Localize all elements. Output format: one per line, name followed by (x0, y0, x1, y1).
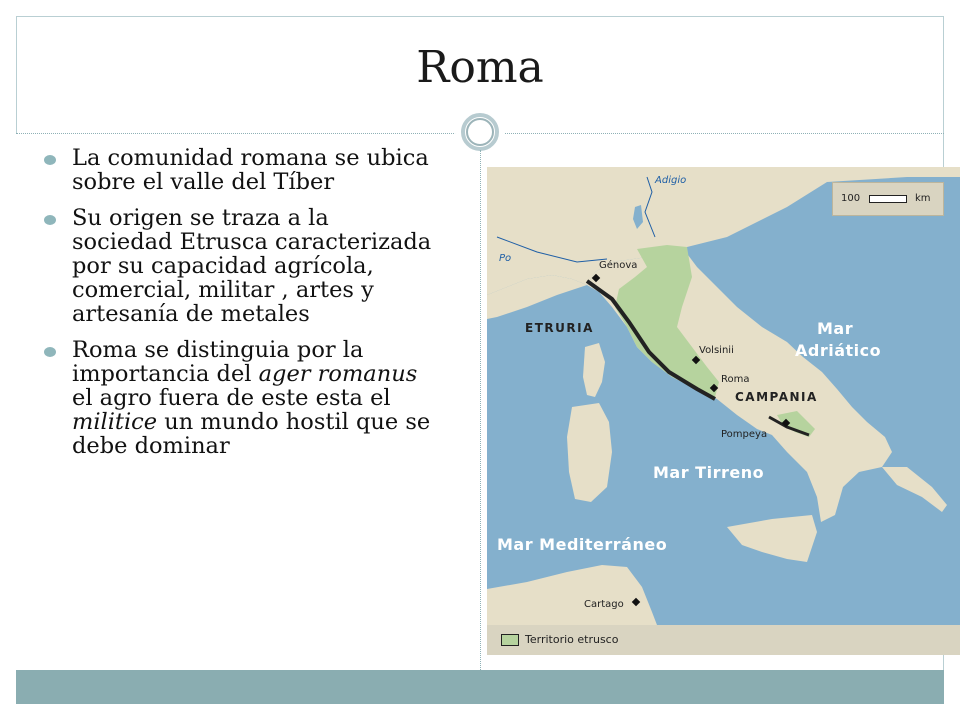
bullet-text: ager romanus (258, 361, 418, 387)
bullet-text: La comunidad romana se ubica sobre el valle del Tíber (72, 145, 429, 195)
north-africa (487, 565, 657, 625)
bullet-item (44, 338, 434, 458)
river-label-po: Po (499, 253, 512, 264)
bullet-item (44, 206, 434, 326)
corsica (583, 343, 605, 397)
bullet-text: el agro fuera de este esta el (72, 385, 391, 411)
bullet-text: militice (72, 409, 158, 435)
river-label-adigio: Adigio (655, 175, 687, 186)
bullet-text: un mundo hostil que se debe dominar (72, 409, 431, 459)
sea-label-mediterranean: Mar Mediterráneo (497, 535, 668, 554)
scale-unit: km (915, 193, 931, 204)
sea-label-adriatic-1: Mar (817, 319, 854, 338)
land-heel (882, 467, 947, 512)
italy-map (487, 167, 960, 655)
city-label-roma: Roma (721, 374, 750, 385)
map-legend (487, 625, 960, 655)
sicily (727, 515, 817, 562)
map-graphic (487, 167, 960, 655)
bottom-bar (16, 670, 944, 704)
city-label-genova: Génova (599, 260, 638, 271)
city-label-cartago: Cartago (584, 599, 624, 610)
bullet-list (44, 146, 434, 470)
bullet-dot-icon (44, 155, 56, 165)
column-divider (480, 150, 481, 670)
sea-label-tyrrhenian: Mar Tirreno (653, 463, 765, 482)
scale-number: 100 (841, 193, 861, 204)
bullet-text: Su origen se traza a la sociedad Etrusca caracterizada por su capacidad agrícola, comercial, militar , artes y artesanía de metales (72, 205, 432, 327)
slide-title: Roma (416, 42, 544, 93)
region-label-etruria: ETRURIA (525, 321, 594, 335)
scale-bar (869, 195, 907, 203)
sea-label-adriatic-2: Adriático (795, 341, 882, 360)
sardinia (567, 403, 612, 502)
bullet-text: Roma se distinguia por la importancia del (72, 337, 364, 387)
map-scale (832, 182, 944, 216)
bullet-item (44, 146, 434, 194)
bullet-dot-icon (44, 347, 56, 357)
legend-swatch-etruscan (501, 634, 519, 646)
city-label-volsinii: Volsinii (699, 345, 734, 356)
region-label-campania: CAMPANIA (735, 390, 818, 404)
city-label-pompeya: Pompeya (721, 429, 768, 440)
bullet-dot-icon (44, 215, 56, 225)
legend-label: Territorio etrusco (525, 633, 619, 646)
